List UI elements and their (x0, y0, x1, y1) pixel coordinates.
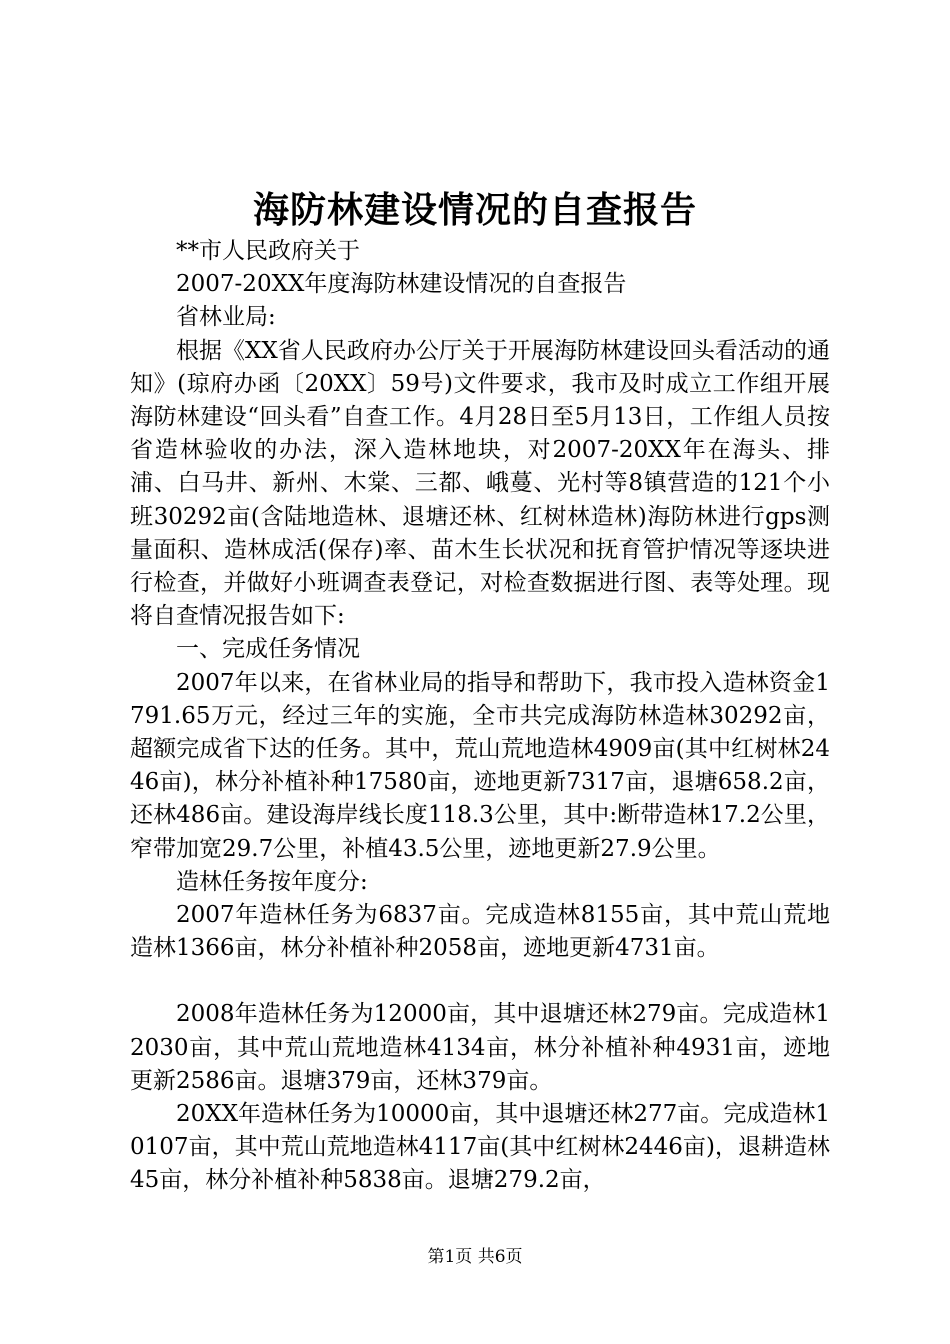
document-body (130, 235, 830, 1198)
paragraph-2008: 2008年造林任务为12000亩，其中退塘还林279亩。完成造林12030亩，其中荒山荒地造林4134亩，林分补植补种4931亩，迹地更新2586亩。退塘379亩，还林379亩。 (130, 1001, 830, 1094)
section-heading-1: 一、完成任务情况 (176, 636, 360, 663)
paragraph-20xx: 20XX年造林任务为10000亩，其中退塘还林277亩。完成造林10107亩，其中荒山荒地造林4117亩(其中红树林2446亩)，退耕造林45亩，林分补植补种5838亩。退塘279.2亩， (130, 1101, 830, 1194)
paragraph-2007: 2007年造林任务为6837亩。完成造林8155亩，其中荒山荒地造林1366亩，林分补植补种2058亩，迹地更新4731亩。 (130, 902, 830, 962)
paragraph-addressee: 省林业局: (176, 304, 276, 331)
paragraph-summary: 2007年以来，在省林业局的指导和帮助下，我市投入造林资金1791.65万元，经过三年的实施，全市共完成海防林造林30292亩，超额完成省下达的任务。其中，荒山荒地造林4909亩(其中红树林2446亩)，林分补植补种17580亩，迹地更新7317亩，退塘658.2亩，还林486亩。建设海岸线长度118.3公里，其中:断带造林17.2公里，窄带加宽29.7公里，补植43.5公里，迹地更新27.9公里。 (130, 669, 830, 862)
document-title: 海防林建设情况的自查报告 (252, 189, 697, 231)
paragraph-intro: 根据《XX省人民政府办公厅关于开展海防林建设回头看活动的通知》(琼府办函〔20XX〕59号)文件要求，我市及时成立工作组开展海防林建设“回头看”自查工作。4月28日至5月13日，工作组人员按省造林验收的办法，深入造林地块，对2007-20XX年在海头、排浦、白马井、新州、木棠、三都、峨蔓、光村等8镇营造的121个小班30292亩(含陆地造林、退塘还林、红树林造林)海防林进行gps测量面积、造林成活(保存)率、苗木生长状况和抚育管护情况等逐块进行检查，并做好小班调查表登记，对检查数据进行图、表等处理。现将自查情况报告如下: (130, 337, 830, 630)
paragraph-issuer: **市人民政府关于 (176, 238, 360, 264)
paragraph-annual-heading: 造林任务按年度分: (176, 868, 368, 895)
page-number-footer: 第1页 共6页 (427, 1247, 523, 1267)
paragraph-subtitle: 2007-20XX年度海防林建设情况的自查报告 (176, 271, 627, 298)
